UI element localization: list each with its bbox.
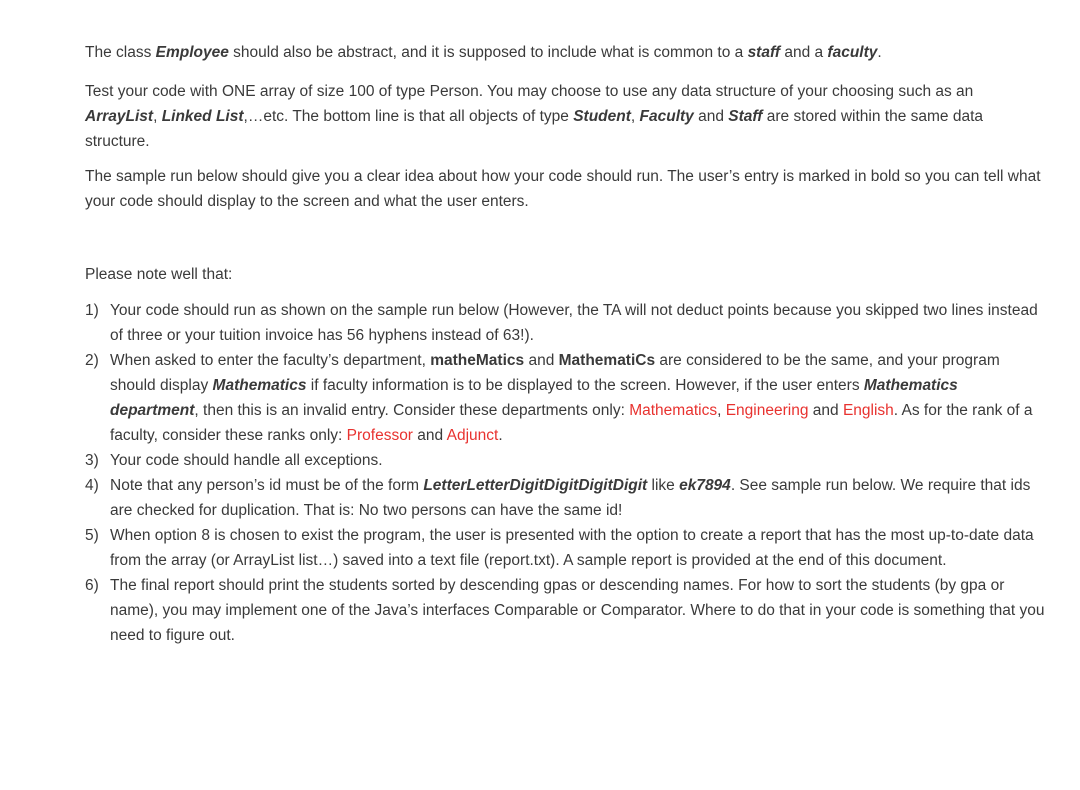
list-number: 1) <box>85 302 99 319</box>
list-number: 3) <box>85 452 99 469</box>
notes-heading: Please note well that: <box>85 266 233 283</box>
department-mathematics: Mathematics <box>629 402 718 419</box>
text-run: and <box>693 108 729 125</box>
list-item-text: When option 8 is chosen to exist the program, the user is presented with the option to create a report that has the most up-to-date data from the array (or ArrayList list…) saved into a text file (report.txt). A sample report is provided at the end of this document. <box>110 527 1034 569</box>
emphasis-staff: staff <box>747 44 781 61</box>
emphasis-id-format: LetterLetterDigitDigitDigitDigit <box>423 477 648 494</box>
text-run: , then this is an invalid entry. Consider these departments only: <box>194 402 630 419</box>
list-item <box>85 298 1045 348</box>
department-english: English <box>842 402 894 419</box>
list-number: 5) <box>85 527 99 544</box>
text-run: The class <box>85 44 156 61</box>
list-number: 2) <box>85 352 99 369</box>
text-run: . <box>877 44 882 61</box>
paragraph-sample-run: The sample run below should give you a clear idea about how your code should run. The user’s entry is marked in bold so you can tell what your code should display to the screen and what the user enters. <box>85 168 1041 210</box>
rank-adjunct: Adjunct <box>446 427 499 444</box>
text-run: are considered to be the same, and your program should display <box>110 352 1000 394</box>
text-run: and <box>412 427 447 444</box>
text-run: . <box>498 427 503 444</box>
rank-professor: Professor <box>346 427 413 444</box>
list-number: 4) <box>85 477 99 494</box>
text-run: and <box>808 402 843 419</box>
text-run: , <box>630 108 640 125</box>
list-item-text: The final report should print the students sorted by descending gpas or descending names. For how to sort the students (by gpa or name), you may implement one of the Java’s interfaces Comparable or Comparator. Where to do that in your code is something that you need to figure out. <box>110 577 1045 644</box>
text-run: should also be abstract, and it is supposed to include what is common to a <box>228 44 748 61</box>
text-run: . As for the rank of a faculty, consider these ranks only: <box>110 402 1033 444</box>
text-run: . See sample run below. We require that ids are checked for duplication. That is: No two persons can have the same id! <box>110 477 1031 519</box>
emphasis-employee: Employee <box>155 44 229 61</box>
emphasis-arraylist: ArrayList <box>85 108 154 125</box>
emphasis-linkedlist: Linked List <box>161 108 244 125</box>
emphasis-faculty: faculty <box>827 44 878 61</box>
emphasis-student: Student <box>573 108 631 125</box>
text-run: Test your code with ONE array of size 100 of type Person. You may choose to use any data structure of your choosing such as an <box>85 83 974 100</box>
list-item <box>85 473 1045 523</box>
text-run: are stored within the same data structure. <box>85 108 984 150</box>
paragraph-employee-abstract <box>85 40 1045 65</box>
list-item-text: Your code should handle all exceptions. <box>110 452 383 469</box>
text-run: if faculty information is to be displayed to the screen. However, if the user enters <box>306 377 864 394</box>
list-item <box>85 573 1045 648</box>
text-run: like <box>647 477 680 494</box>
bold-mathematics-variant: MathematiCs <box>558 352 656 369</box>
text-run: , <box>153 108 162 125</box>
text-run: When asked to enter the faculty’s department, <box>110 352 431 369</box>
list-item <box>85 523 1045 573</box>
list-item <box>85 448 1045 473</box>
emphasis-mathematics-department: Mathematics department <box>110 377 958 419</box>
list-number: 6) <box>85 577 99 594</box>
paragraph-test-array <box>85 79 1045 154</box>
text-run: , <box>717 402 726 419</box>
emphasis-mathematics: Mathematics <box>212 377 307 394</box>
text-run: ,…etc. The bottom line is that all objects of type <box>243 108 574 125</box>
bold-mathematics-variant: matheMatics <box>430 352 525 369</box>
emphasis-staff: Staff <box>728 108 763 125</box>
text-run: Note that any person’s id must be of the form <box>110 477 424 494</box>
emphasis-faculty: Faculty <box>639 108 694 125</box>
notes-list <box>85 298 1045 648</box>
emphasis-id-example: ek7894 <box>679 477 731 494</box>
list-item <box>85 348 1045 448</box>
department-engineering: Engineering <box>725 402 809 419</box>
text-run: and <box>524 352 559 369</box>
list-item-text: Your code should run as shown on the sample run below (However, the TA will not deduct points because you skipped two lines instead of three or your tuition invoice has 56 hyphens instead of 63!). <box>110 302 1038 344</box>
text-run: and a <box>780 44 828 61</box>
